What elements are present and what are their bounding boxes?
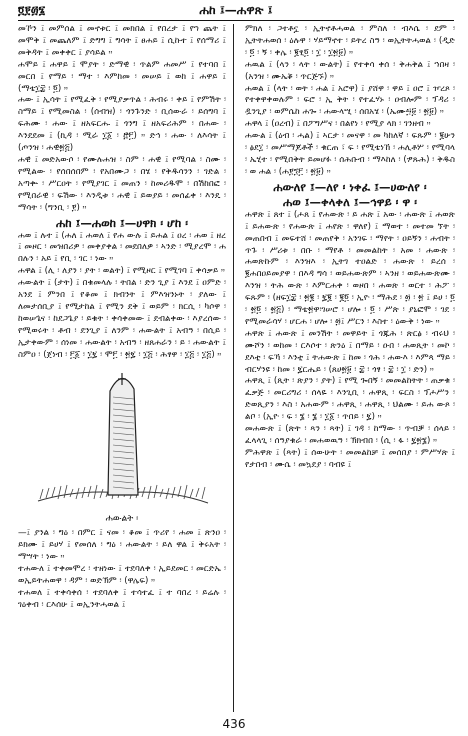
cross-reference-heading: ሐወ ፤—ቀላቀለ ፤—ኅዋይ ፡ ዋ ፡ — [283, 194, 417, 209]
dictionary-entry: ሐዋጺ ፤ (ጺት ፡ ጽያን ፡ ያት) ፤ የሚ ጐበኝ ፡ መመልከትት ፡ ጠቃቁ ፡ ፈቃጅ ፡ መርሪግሪ ፡ ሰላዬ ፡ እንጊቢ ፡ ሐዋጺ ፡ ፍርስ ፡ ፕሖሥን ፡ ድወጺያን ፡ እስ ፡ አሐውም ፡ ሐዋጺ ፡ ሐዋጺ ፡ ህልሙ ፡ ይሐ ውጾ ፡ ልቦ ፡ (ኢዮ ፡ ፍ ፡ ፮ ፡ ፮ ፡ ፲፩ ፡ ጥበይ ፡ ፯) ። — [245, 376, 455, 423]
dictionary-entry: ሐዉል ፤ (ላን ፡ ላት ፡ ውልት) ፤ የተቀሳ ቀሰ ፡ ቅሐቅል ፤ ኀበዛ ፡ (አንዝ ፡ ሙኤቖ ፡ ጥርጅኙ) ። — [245, 59, 455, 82]
stele-illustration — [18, 363, 226, 513]
running-header — [18, 3, 454, 19]
dictionary-entry: ሐው ፤ ኢሳት ፤ የሚፈቅ ፡ የሚያቃጥል ፡ ሕብሩ ፡ ቀይ ፤ የምሽት ፡ ስማይ ፤ የሚመስል ፡ (ሰብዝ) ፡ ጎንጉንድ ፡ ቢሰውራ ፡ ይሰግባ ፤ ፍሕሙ ፡ ሐው ፤ ዘአፍርሑ ፤ ጎንግ ፤ ዘአፍሪሕም ፡ በሐው ፡ እንደደመ ፤ (ኪዳ ፡ ሚራ ፲፩ ፡ ፸፫) ። ድኅ ፡ ሐው ፡ ለእሳት ፤ (ጦንዝ ፡ ሐዊ፳፭) — [18, 95, 226, 154]
dictionary-entry: ሐዊ ፤ መድአውሶ ፡ የሙሉሐዝ ፡ ስም ፡ ሐዊ ፤ የሚባል ፡ ስሙ ፡ የሚልው ፡ የሰበሰበም ፡ የአበሙጋ ፡ በሄ ፡ የቅዱሳንን ፡ ገድል ፡ አጣቍ ፡ ሥርዐት ፡ የሚያገር ፤ መጠን ፡ ከመሪዱሞ ፡ በሽከበፎ ፡ የሚበራዊ ፡ ፍሽው ፡ እንዲቱ ፡ ሐዊ ፤ ይወያይ ፡ መሰፊቀ ፡ እንዴ ፡ ማሳት ፡ (ግንቢ ፡ ፻) ። — [18, 154, 226, 213]
page-code: ፬፻፴፮ — [18, 3, 46, 17]
dictionary-entry: ሐዋላ ፤ (ዐረብ) ፤ በፖግሥና ፡ በልየነ ፡ የሚያ ላክ ፡ ገንዘብ ። — [245, 119, 431, 130]
dictionary-entry: ሐሞይ ፤ ሐዋይ ፤ ሞያት ፡ ድማዊ ፡ ጥልም ሐመሥ ፤ የተባበ ፤ መርበ ፤ የማይ ፡ ማተ ፡ እምከመ ፡ መሠይ ፤ ወከ ፤ ሐዋይ ፤ (ማቴ፲፰ ፡ ፬) ። — [18, 59, 226, 94]
entry-continuation: መኾን ፤ መምሰል ፤ መኖቱር ፤ መክበል ፤ የበረታ ፤ የኀ ጨት ፤ መሞቅ ፤ መጨለም ፤ ድግግ ፤ ግሳት ፤ ፀሐይ ፤ ሲኩተ ፤ የሰማሪ ፤ መቅዳት ፤ መቀቀር ፤ ያሳይል ። — [18, 24, 226, 58]
dictionary-entry: መሐውጽ ፤ (ጽት ፡ ጻን ፡ ጻት) ፤ ገዳ ፡ ከማው ፡ ጥብቓ ፡ ሰላይ ፡ ፈላላጊ ፡ ሰዓያቁራ ፡ መሐወዉዓ ፡ ኽክብበ ፡ (ሲ ፡ ፋ ፡ ፯፳፮) ። — [245, 424, 455, 446]
dictionary-entry: ተሐውለ ፤ ተቀመሞረ ፡ ተዘነው ፤ ተደባለቀ ፡ ኢይደመር ፡ መርድኤ ፡ ወኢይትሐወዋ ፡ ዳም ፡ ወድኽም ፡ (ዋሌፍ) ። — [18, 564, 226, 586]
dictionary-entry: ሐወ ፤ ሉተ ፤ (ሐለ ፤ ሐወለ ፤ የሐ ውሉ ፤ ይሐል ፤ ዐረ ፡ ሐወ ፤ ዘረ ፤ መዞር ፡ መዝበሪዎ ፡ መቀያቀል ፡ መደበለዎ ፡ ኣንድ ፡ ሚያረሞ ፡ ሐ በሉን ፡ አይ ፤ የቢ ፡ ገር ፡ ነው ። — [18, 230, 226, 265]
dictionary-entry: ሐዋል ፤ (ሊ ፡ ለያን ፡ ያት ፡ ወልት) ፤ የሚዞር ፤ የሚገባ ፤ ቀሳቃይ ። — [18, 266, 226, 277]
dictionary-entry: ምሕዋጽ ፤ (ጻት) ፤ ሰውሁት ፡ መመልከቻ ፤ መሰበያ ፡ ምሥሃጽ ፤ የታበብ ፡ ሙሴ ፡ መኳደያ ፡ ባብዩ ፤ — [245, 447, 455, 470]
figure-caption: ሐውልት ፡ — [105, 514, 139, 525]
dictionary-entry: ሐዋጽ ፤ ሐውጽ ፤ መንሽት ፡ መዋይት ፤ ጎጁሕ ፡ ጽርፅ ፡ ብሩህ ፡ ሙሾን ፡ ወከመ ፡ ርእሶተ ፡ ጽንዕ ፤ በማይ ፡ ዑበ ፡ ሐወጺት ፡ መኮ ፡ ደእቲ ፡ ፍኻ ፡ እንቲ ፤ ትሐውጽ ፤ ከመ ፡ ጎሕ ፡ ሐውእ ፡ እምጳ ማይ ፡ ብርሃንዩ ፡ ከመ ፡ ፯ርሔይ ፡ (ጸሀ፳፱ ፡ ፰ ፡ ጎፃ ፡ ፰ ፡ ፲ ፡ ድን) ። — [245, 328, 455, 375]
entry-continuation: —፤ ያንል ፡ ግዕ ፡ በምር ፤ ናመ ፡ ቆመ ፤ ጥሪየ ፡ ሐመ ፤ ጽንዐ ፡ ይክሙ ፤ ይሀሃ ፤ የመሰለ ፡ ግዕ ፡ ሐውልት ፡ ይለ ዋል ፤ ቅሩአት ፡ ማሣት ፡ ነው ። — [18, 528, 226, 563]
column-divider — [233, 24, 234, 712]
running-title: ሐከ ፤—ሐዋጽ ፤ — [199, 3, 273, 17]
dictionary-entry: ሐውልት ፤ (ታት) ፤ በቁመላሉ ፡ ትበል ፡ ድን ጊያ ፤ እንደ ፤ ዐምድ ፡ አንደ ፤ ምንበ ፤ የቆመ ፤ ክብንት ፤ ምእዝንኑት ፡ ያለው ፤ ለመታሰቢያ ፤ የሚታከል ፤ የሚን ደቅ ፤ ወይም ፡ ክርሲ ፡ ካሶዋ ፡ ከወሠጌና ፡ ከደጋጌያ ፡ ይቁት ፡ ቀሳቀመው ፤ ደብልቀው ፡ እያረሰው ፡ የሚወሩት ፡ ቶብ ፡ ደንጊያ ፤ ለንም ፡ ሐውልት ፤ አብዓ ፡ በሲይ ፡ ኢታቀውም ፡ ሰነመ ፡ ሐውልት ፡ አብዓ ፡ ዘጸሐራን ፡ ይ ፡ ሐውልት ፤ ስምዐ ፡ (ጀነብ ፡ ፫፩ ፡ ፲፯ ፡ ሞ፫ ፡ ፳፯ ፡ ፲፭ ፡ ሕፃዋ ፡ ፲፭ ፡ ፲፭) ። — [18, 278, 226, 360]
dictionary-entry: ሐወል ፤ (ላት ፡ ወት ፡ ሐል ፤ አሮዋ) ፤ ያሸዋ ፡ ዋይ ፤ ዐሮ ፤ ዦረጾ ፡ የተቀዋቀወሉም ፡ ፍሮ ፡ ኢ ቅት ፡ የተፈሃኑ ፡ ዐብሎም ፡ ፕዳሪ ፡ ዷንጊያ ፡ ወምሴከ ሐጐ ፡ ሐውላሢ ፡ ሰበአሄ ፡ (ኤሙ፵፱ ፡ ፳፱) ። — [245, 83, 455, 118]
left-column — [18, 24, 226, 612]
page-number: 436 — [222, 717, 246, 731]
cross-reference-heading: ሐውለየ ፤—ለየ ፡ ነቀፈ ፤—ሀውለየ ፡ — [273, 179, 427, 194]
dictionary-entry: ሐውል ፤ (ዕብ ፡ ሓል) ፤ ኣርታ ፡ መናዋ ፡ መ ካከለኛ ፡ ፍጹም ፡ ፪ሁን ፡ ፅደ፲ ፡ መሥማጆቶች ፡ ቁርጠ ፣ ፍ ፡ የሚቴነኸ ፡ ሐሊቶሦ ፡ የሚባላ ፡ ኤሂተ ፡ የሚበቅት ይመሆፉ ፡ ሰሕቡብ ፡ ማእከለ ፡ (ፇጹሕ) ፡ ቅዱስ ፡ ወ ሐል ፡ (ሐ፻፺፫ ፡ ፳፱) ። — [245, 131, 455, 177]
dictionary-entry: ተሐወለ ፤ ተቀሳቀሰ ፡ ተደባለቀ ፤ ተሳተፈ ፤ ተ ባበረ ፡ ይሬሉ ፡ ገዕቀብ ፡ ርእሰሁ ፤ ወኢንትሓወል ፤ — [18, 587, 226, 610]
entry-continuation: ምክለ ፡ ጋተቶኗ ፡ ኢትኖቶሓወል ፡ ምስለ ፡ ብእሴ ፡ ደም ፡ ኢትትሐወሰ ፡ ዕሉዋ ፡ ሃይማኖተ ፡ ይትረ ስዓ ፡ ወኢትትሓወል ፡ (ዲድ ፡ ፬ ፡ ኝ ፡ ቀሌ ፡ ፪ፂ፬ ፡ ፲ ፡ ፲፳፱) ። — [245, 24, 455, 58]
cross-reference-heading: ሐከ ፤—ሐወከ ፤—ሀዋክ ፡ ሆከ ፡ — [56, 215, 188, 230]
right-column — [245, 24, 455, 472]
dictionary-entry: ሐዋጽ ፤ ጸተ ፤ (ሖጸ ፤ የሐውጽ ፡ ይ ሐጽ ፤ አው ፡ ሐውጽ ፤ ሐወጽ ፤ ይሐውጽ ፡ የሐውጽ ፤ ሐየጽ ፡ ዋለየ) ፤ ማወተ ፡ መተመ ኘት ፡ መጠበብ ፤ መፍተሸ ፡ መጠየቅ ፡ አንገፍ ፡ ማየት ፡ ዐይኝን ፡ ሐብት ፡ ጥጉ ፡ ሥሪቱ ፡ በቡ ፡ ማየቶ ፡ መመልከት ፡ አመ ፡ ሐውጽ ፡ ሐወጽኩም ፡ እንዝእ ፡ ኢትገ ተዐልድ ፡ ሐውጽ ፡ ይረሰ ፡ ፪ሐበዐይመያዋ ፡ በእዳ ግሳ ፡ ወይሐውጽም ፡ ኣንዘ ፡ ወይሐውጽሙ ፡ እንዝ ፡ ትሕ ውጽ ፡ እምርሐቀ ፡ ወዞበ ፡ ሐወጽ ፡ ወርተ ፡ ሕፖ ፡ ፍጹም ፡ (ዘፍ፲፰ ፡ ፳፪ ፡ ፯፪ ፡ ፪፬ ፡ ኢዮ ፡ ማሕደ ፡ ፴ ፡ ፳ ፤ ይሀ ፡ ፬ ፡ ፳፬ ፡ ፳፭) ፡ ማቴ፳ዋ፡ገሠሮ ፡ ሆሎ ፡ ፬ ፡ ሥጵ ፡ ያኒፎሞ ፡ ገደ ፡ የሚመራሳሃ ፡ ሆርሐ ፡ ሆሎ ፡ ፴፤ ሥርን ፡ እስተ ፡ ዕውቅ ፡ ነው ። — [245, 209, 455, 327]
figure — [18, 363, 226, 513]
header-rule — [18, 20, 454, 21]
